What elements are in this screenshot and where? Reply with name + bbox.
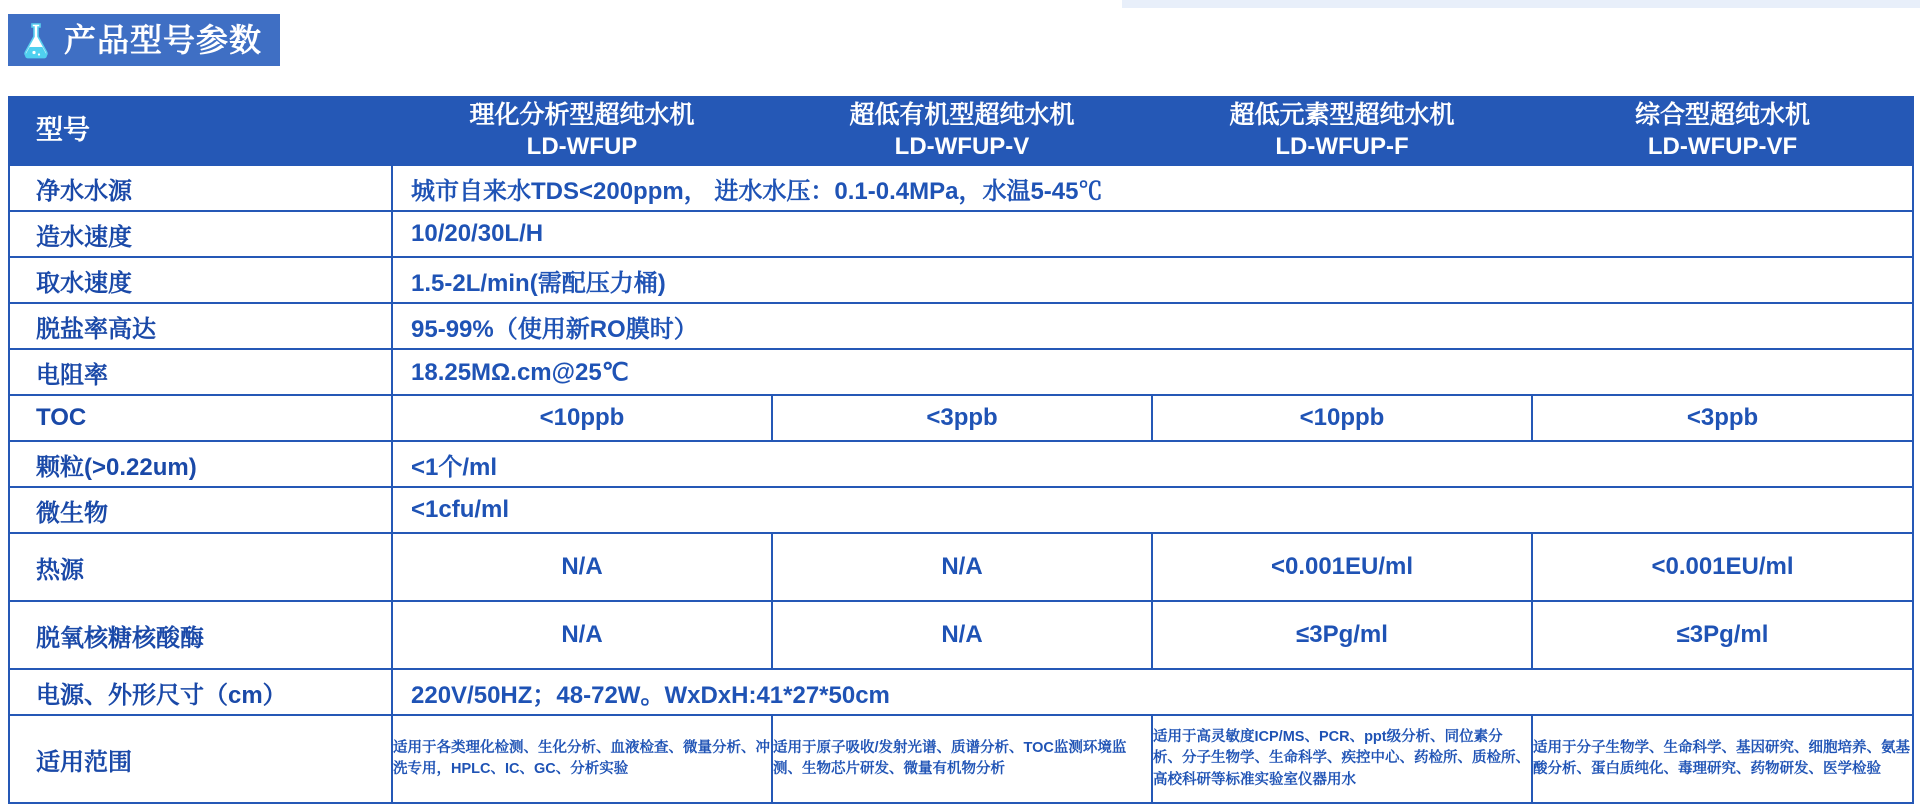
row-label: 脱盐率高达 <box>9 303 392 349</box>
row-label: TOC <box>9 395 392 441</box>
scope-value-3: 适用于高灵敏度ICP/MS、PCR、ppt级分析、同位素分析、分子生物学、生命科学、疾控中心、药检所、质检所、高校科研等标准实验室仪器用水 <box>1152 715 1532 803</box>
row-value-4: ≤3Pg/ml <box>1532 601 1913 669</box>
table-row <box>9 395 1913 441</box>
row-value: 10/20/30L/H <box>392 211 1913 257</box>
table-row <box>9 303 1913 349</box>
scope-value-4: 适用于分子生物学、生命科学、基因研究、细胞培养、氨基酸分析、蛋白质纯化、毒理研究、药物研发、医学检验 <box>1532 715 1913 803</box>
row-value: <1cfu/ml <box>392 487 1913 533</box>
column-header-model: 型号 <box>9 97 392 165</box>
row-label: 取水速度 <box>9 257 392 303</box>
row-value-1: <10ppb <box>392 395 772 441</box>
row-value: 220V/50HZ；48-72W。WxDxH:41*27*50cm <box>392 669 1913 715</box>
top-decorative-band <box>1122 0 1920 8</box>
row-value: <1个/ml <box>392 441 1913 487</box>
table-row <box>9 165 1913 211</box>
flask-icon <box>16 20 56 60</box>
scope-value-2: 适用于原子吸收/发射光谱、质谱分析、TOC监测环境监测、生物芯片研发、微量有机物分析 <box>772 715 1152 803</box>
scope-value-1: 适用于各类理化检测、生化分析、血液检查、微量分析、冲洗专用，HPLC、IC、GC、分析实验 <box>392 715 772 803</box>
column-header-2: 超低有机型超纯水机 LD-WFUP-V <box>772 97 1152 165</box>
product-spec-table <box>8 96 1914 804</box>
row-value-2: N/A <box>772 601 1152 669</box>
row-label: 热源 <box>9 533 392 601</box>
table-row <box>9 487 1913 533</box>
section-heading <box>8 14 280 66</box>
row-value-4: <3ppb <box>1532 395 1913 441</box>
table-row <box>9 533 1913 601</box>
table-row-scope <box>9 715 1913 803</box>
table-row <box>9 669 1913 715</box>
section-heading-title: 产品型号参数 <box>64 22 263 58</box>
column-header-1: 理化分析型超纯水机 LD-WFUP <box>392 97 772 165</box>
row-label: 造水速度 <box>9 211 392 257</box>
row-value: 城市自来水TDS<200ppm， 进水水压：0.1-0.4MPa，水温5-45℃ <box>392 165 1913 211</box>
row-value: 1.5-2L/min(需配压力桶) <box>392 257 1913 303</box>
row-value-3: <0.001EU/ml <box>1152 533 1532 601</box>
row-value: 18.25MΩ.cm@25℃ <box>392 349 1913 395</box>
row-value-3: <10ppb <box>1152 395 1532 441</box>
row-label: 电阻率 <box>9 349 392 395</box>
table-header-row <box>9 97 1913 165</box>
table-row <box>9 211 1913 257</box>
row-label: 适用范围 <box>9 715 392 803</box>
row-value: 95-99%（使用新RO膜时） <box>392 303 1913 349</box>
column-header-3: 超低元素型超纯水机 LD-WFUP-F <box>1152 97 1532 165</box>
column-header-4: 综合型超纯水机 LD-WFUP-VF <box>1532 97 1913 165</box>
table-row <box>9 349 1913 395</box>
row-value-4: <0.001EU/ml <box>1532 533 1913 601</box>
row-label: 净水水源 <box>9 165 392 211</box>
row-value-1: N/A <box>392 601 772 669</box>
row-value-3: ≤3Pg/ml <box>1152 601 1532 669</box>
row-label: 脱氧核糖核酸酶 <box>9 601 392 669</box>
row-value-1: N/A <box>392 533 772 601</box>
row-label: 颗粒(>0.22um) <box>9 441 392 487</box>
row-label: 微生物 <box>9 487 392 533</box>
row-label: 电源、外形尺寸（cm） <box>9 669 392 715</box>
table-row <box>9 257 1913 303</box>
table-row <box>9 441 1913 487</box>
table-row <box>9 601 1913 669</box>
row-value-2: <3ppb <box>772 395 1152 441</box>
row-value-2: N/A <box>772 533 1152 601</box>
